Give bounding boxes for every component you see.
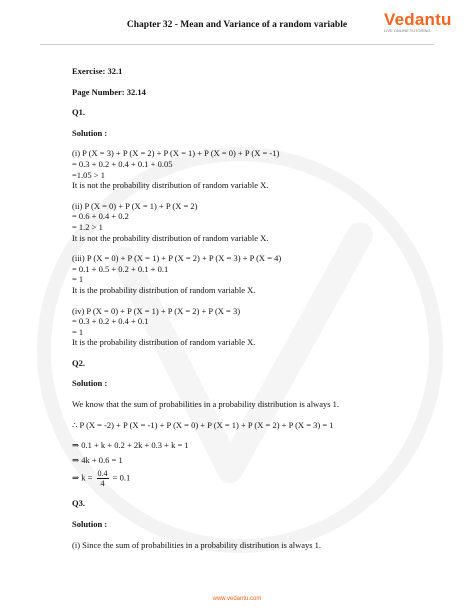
page-number: Page Number: 32.14 [72, 86, 146, 97]
logo-wordmark: Vedantu [384, 10, 452, 29]
q3-solution-label: Solution : [72, 519, 108, 530]
q1-iii-line: It is the probability distribution of random variable X. [72, 284, 256, 295]
q1-part-iv [72, 306, 412, 348]
q1-iii-line: = 1 [72, 274, 84, 285]
q1-heading: Q1. [72, 107, 85, 118]
fraction [97, 469, 109, 488]
q1-iv-line: It is the probability distribution of random variable X. [72, 337, 256, 348]
q2-intro: We know that the sum of probabilities in a probability distribution is always 1. [72, 399, 340, 410]
q1-iv-line: (iv) P (X = 0) + P (X = 1) + P (X = 2) + P (X = 3) [72, 305, 241, 316]
q1-iv-line: = 1 [72, 326, 84, 337]
q1-i-line: (i) P (X = 3) + P (X = 2) + P (X = 1) + P (X = 0) + P (X = -1) [72, 148, 280, 159]
logo-tagline: LIVE ONLINE TUTORING [384, 28, 431, 33]
q1-part-iii [72, 253, 412, 295]
chapter-title: Chapter 32 - Mean and Variance of a random variable [126, 20, 348, 30]
fraction-numerator: 0.4 [97, 469, 108, 479]
q2-sum-line: ∴ P (X = -2) + P (X = -1) + P (X = 0) + P (X = 1) + P (X = 2) + P (X = 3) = 1 [72, 419, 334, 430]
q2-solution-label: Solution : [72, 378, 108, 389]
q1-part-i [72, 148, 412, 190]
q2-step-1: ⇒ 0.1 + k + 0.2 + 2k + 0.3 + k = 1 [72, 440, 189, 451]
fraction-denominator: 4 [100, 479, 105, 489]
vedantu-logo [384, 10, 450, 40]
q1-solution-label: Solution : [72, 127, 108, 138]
q1-part-ii [72, 201, 412, 243]
q1-ii-line: It is not the probability distribution of random variable X. [72, 232, 269, 243]
q1-ii-line: = 0.6 + 0.4 + 0.2 [72, 211, 129, 222]
exercise-heading: Exercise: 32.1 [72, 66, 123, 76]
header-divider [40, 44, 434, 45]
q1-i-line: =1.05 > 1 [72, 169, 105, 180]
q2-step-3-prefix: ⇒ k = [72, 472, 93, 483]
q2-heading: Q2. [72, 357, 85, 368]
q1-iii-line: = 0.1 + 0.5 + 0.2 + 0.1 + 0.1 [72, 263, 169, 274]
q3-heading: Q3. [72, 498, 85, 509]
footer-link[interactable]: www.vedantu.com [212, 596, 262, 602]
q1-i-line: It is not the probability distribution of random variable X. [72, 180, 269, 191]
q2-step-3-suffix: = 0.1 [112, 472, 131, 483]
q1-i-line: = 0.3 + 0.2 + 0.4 + 0.1 + 0.05 [72, 158, 173, 169]
main-content [72, 66, 412, 550]
q1-ii-line: = 1.2 > 1 [72, 221, 103, 232]
q2-step-3 [72, 469, 412, 488]
q1-iii-line: (iii) P (X = 0) + P (X = 1) + P (X = 2) + P (X = 3) + P (X = 4) [72, 253, 282, 264]
q3-part-i: (i) Since the sum of probabilities in a probability distribution is always 1. [72, 539, 322, 550]
q2-step-2: ⇒ 4k + 0.6 = 1 [72, 454, 123, 465]
q1-iv-line: = 0.3 + 0.2 + 0.4 + 0.1 [72, 316, 149, 327]
q1-ii-line: (ii) P (X = 0) + P (X = 1) + P (X = 2) [72, 200, 198, 211]
